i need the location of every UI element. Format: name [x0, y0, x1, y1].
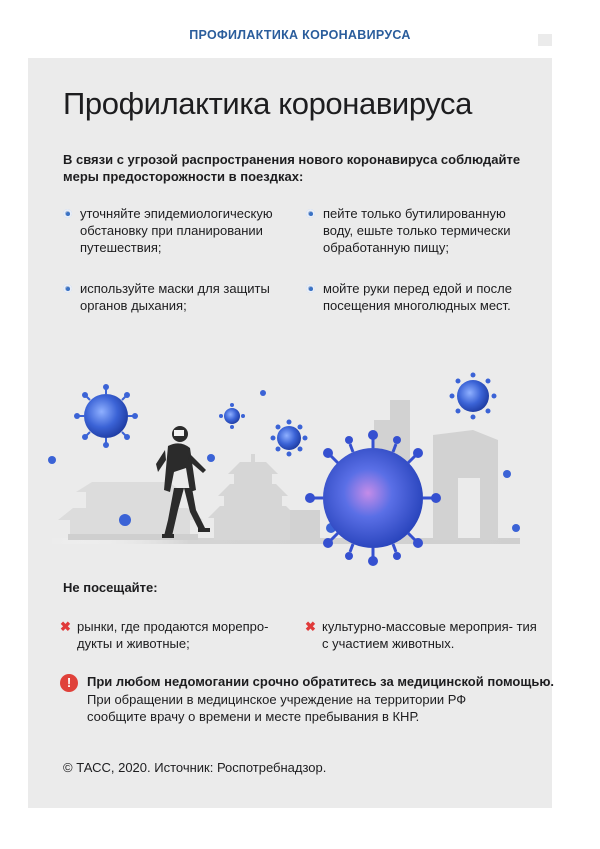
- virus-icon: [271, 420, 308, 457]
- tip-text: мойте руки перед едой и после посещения многолюдных мест.: [323, 281, 512, 313]
- virus-icon: [219, 403, 245, 429]
- tip-item: [306, 205, 533, 256]
- alert-bold-text: При любом недомогании срочно обратитесь за медицинской помощью.: [87, 674, 555, 689]
- avoid-item: [305, 618, 542, 652]
- virus-icon: [74, 384, 138, 448]
- intro-text: В связи с угрозой распространения нового коронавируса соблюдайте меры предосторожности в поездках:: [63, 152, 521, 184]
- virus-icon: [503, 470, 511, 478]
- avoid-heading: Не посещайте:: [63, 580, 158, 595]
- alert-text: При обращении в медицинское учреждение на территории РФ сообщите врачу о времени и месте пребывания в КНР.: [87, 692, 467, 724]
- avoid-text: культурно-массовые мероприя- тия с участием животных.: [322, 619, 537, 651]
- source-credit: © ТАСС, 2020. Источник: Роспотребнадзор.: [63, 760, 327, 775]
- avoid-text: рынки, где продаются морепро- дукты и животные;: [77, 619, 269, 651]
- virus-icon: [119, 514, 131, 526]
- virus-icon: [207, 454, 215, 462]
- avoid-item: [60, 618, 292, 652]
- virus-icon: [512, 524, 520, 532]
- page-title: Профилактика коронавируса: [63, 86, 472, 121]
- pagoda-icon: [208, 454, 298, 540]
- tip-item: [63, 280, 295, 314]
- header-title: ПРОФИЛАКТИКА КОРОНАВИРУСА: [189, 28, 411, 42]
- tip-text: используйте маски для защиты органов дыхания;: [80, 281, 270, 313]
- bullet-dot-icon: [63, 209, 72, 218]
- bullet-dot-icon: [306, 209, 315, 218]
- exclamation-icon: !: [60, 674, 78, 692]
- cross-icon: ✖: [305, 619, 316, 634]
- virus-icon: [48, 456, 56, 464]
- tip-text: пейте только бутилированную воду, ешьте только термически обработанную пищу;: [323, 206, 511, 255]
- tip-item: [306, 280, 533, 314]
- tip-item: [63, 205, 295, 256]
- panel-top-strip: [28, 46, 552, 58]
- bullet-dot-icon: [306, 284, 315, 293]
- bullet-dot-icon: [63, 284, 72, 293]
- large-virus-icon: [305, 430, 441, 566]
- virus-icon: [450, 373, 497, 420]
- virus-icon: [260, 390, 266, 396]
- panel-corner: [538, 34, 552, 46]
- tip-text: уточняйте эпидемиологическую обстановку при планировании путешествия;: [80, 206, 273, 255]
- cross-icon: ✖: [60, 619, 71, 634]
- travel-illustration: [28, 360, 552, 590]
